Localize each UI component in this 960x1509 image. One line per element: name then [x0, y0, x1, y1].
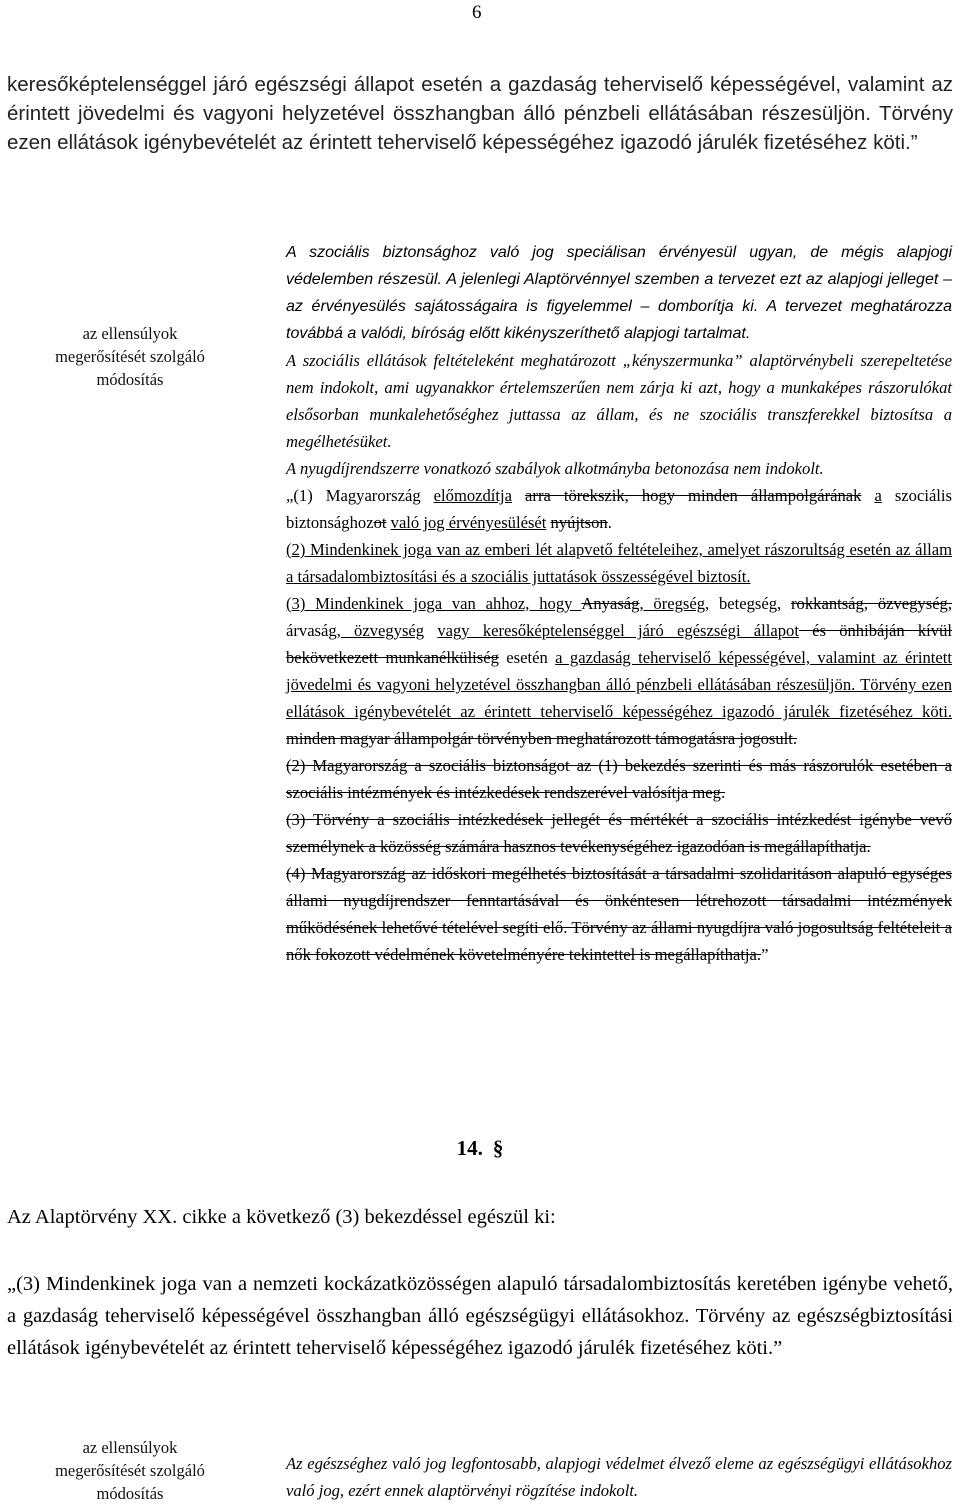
deleted-text: ot — [373, 513, 387, 532]
amended-text-paragraph — [286, 590, 952, 752]
side-label-line: megerősítését szolgáló — [55, 1461, 205, 1480]
deleted-text: minden magyar állampolgár törvényben meghatározott támogatásra jogosult. — [286, 729, 798, 748]
inserted-text: a — [874, 486, 882, 505]
inserted-text: , özvegység — [336, 621, 425, 640]
section-sign: § — [492, 1136, 504, 1160]
section-number: 14. — [456, 1136, 483, 1160]
deleted-text: és önhibáján kívül bekövetkezett munkanélküliség — [286, 621, 952, 667]
deleted-paragraph: (3) Törvény a szociális intézkedések jellegét és mértékét a szociális intézkedést igénybe vevő személynek a közösség számára hasznos tevékenységéhez igazodóan is megállapíthatja. — [286, 810, 952, 856]
inserted-text: , öregség, — [639, 594, 710, 613]
amendment-block — [286, 239, 952, 968]
deleted-text: nyújtson — [550, 513, 608, 532]
inserted-text: (3) Mindenkinek joga van ahhoz, hogy — [286, 594, 582, 613]
justification-paragraph: Az egészséghez való jog legfontosabb, alapjogi védelmet élvező eleme az egészségügyi ellátásokhoz való jog, ezért ennek alaptörvényi rögzítése indokolt. — [286, 1454, 952, 1500]
deleted-text: rokkantság, özvegység, — [791, 594, 953, 613]
side-label-line: megerősítését szolgáló — [55, 347, 205, 366]
inserted-paragraph: (2) Mindenkinek joga van az emberi lét alapvető feltételeihez, amelyet rászorultság esetén az állam a társadalombiztosítási és a szociális juttatások összességével biztosít. — [286, 540, 952, 586]
plain-text: árvaság — [286, 621, 337, 640]
amended-text-paragraph: „(1) Magyarország előmozdítja arra törekszik, hogy minden állampolgárának a szociális biztonsághozot való jog érvényesülését nyújtson. — [286, 486, 952, 532]
section-heading — [0, 1136, 960, 1161]
justification-paragraph: A nyugdíjrendszerre vonatkozó szabályok alkotmányba betonozása nem indokolt. — [286, 459, 824, 478]
deleted-text: arra törekszik, hogy minden állampolgárának — [525, 486, 862, 505]
continued-paragraph: keresőképtelenséggel járó egészségi állapot esetén a gazdaság teherviselő képességével, valamint az érintett jövedelmi és vagyoni helyzetével összhangban álló pénzbeli ellátásában részesüljön. Törvény ezen ellátások igénybevételét az érintett teherviselő képességéhez igazodó járulék fizetéséhez köti.” — [7, 73, 953, 154]
plain-text: betegség, — [709, 594, 792, 613]
section-intro-line: Az Alaptörvény XX. cikke a következő (3) bekezdéssel egészül ki: — [7, 1206, 556, 1228]
inserted-text: előmozdítja — [433, 486, 513, 505]
inserted-text: a gazdaság teherviselő képességével, valamint az érintett jövedelmi és vagyoni helyzetével összhangban álló pénzbeli ellátásában részesüljön. Törvény ezen ellátások igénybevételét az érintett teherviselő képességéhez igazodó járulék fizetéséhez köti. — [286, 648, 952, 721]
side-label — [10, 322, 250, 391]
inserted-text: vagy keresőképtelenséggel járó egészségi állapot — [437, 621, 799, 640]
plain-text: szociális biztonsághoz — [286, 486, 952, 532]
bottom-justification-block — [286, 1450, 952, 1504]
plain-text: esetén — [498, 648, 556, 667]
side-label-line: az ellensúlyok — [82, 324, 178, 343]
plain-text: „(1) Magyarország — [286, 486, 434, 505]
new-paragraph: „(3) Mindenkinek joga van a nemzeti kockázatközösségen alapuló társadalombiztosítás keretében igénybe vehető, a gazdaság teherviselő képességével összhangban álló egészségügyi ellátásokhoz. Törvény az egészségbiztosítási ellátások igénybevételét az érintett teherviselő képességéhez igazodó járulék fizetéséhez köti.” — [7, 1273, 953, 1359]
side-label-line: módosítás — [96, 370, 164, 389]
deleted-paragraph: (4) Magyarország az időskori megélhetés biztosítását a társadalmi szolidaritáson alapuló egységes állami nyugdíjrendszer fenntartásával és önkéntesen létrehozott társadalmi intézmények működésének lehetővé tételével segíti elő. Törvény az állami nyugdíjra való jogosultság feltételeit a nők fokozott védelmének követelményére tekintettel is megállapíthatja.” — [286, 864, 952, 964]
side-label — [10, 1436, 250, 1505]
deleted-paragraph: (2) Magyarország a szociális biztonságot az (1) bekezdés szerinti és más rászorulók esetében a szociális intézmények és intézkedések rendszerével valósítja meg. — [286, 756, 952, 802]
justification-paragraph: A szociális biztonsághoz való jog speciálisan érvényesül ugyan, de mégis alapjogi védelemben részesül. A jelenlegi Alaptörvénnyel szemben a tervezet ezt az alapjogi jelleget – az érvényesülés sajátosságaira is figyelemmel – domborítja ki. A tervezet meghatározza továbbá a valódi, bíróság előtt kikényszeríthető alapjogi tartalmat. — [286, 244, 952, 342]
inserted-text: való jog érvényesülését — [390, 513, 547, 532]
deleted-text: Anyaság — [581, 594, 640, 613]
side-label-line: módosítás — [96, 1484, 164, 1503]
justification-paragraph: A szociális ellátások feltételeként meghatározott „kényszermunka” alaptörvénybeli szerepeltetése nem indokolt, ami ugyanakkor értelemszerűen nem zárja ki azt, hogy a munkaképes rászorulókat elsősorban munkalehetőséghez juttassa az állam, és ne szociális transzferekkel biztosítsa a megélhetésüket. — [286, 351, 952, 451]
side-label-line: az ellensúlyok — [82, 1438, 178, 1457]
page-number: 6 — [472, 2, 482, 23]
